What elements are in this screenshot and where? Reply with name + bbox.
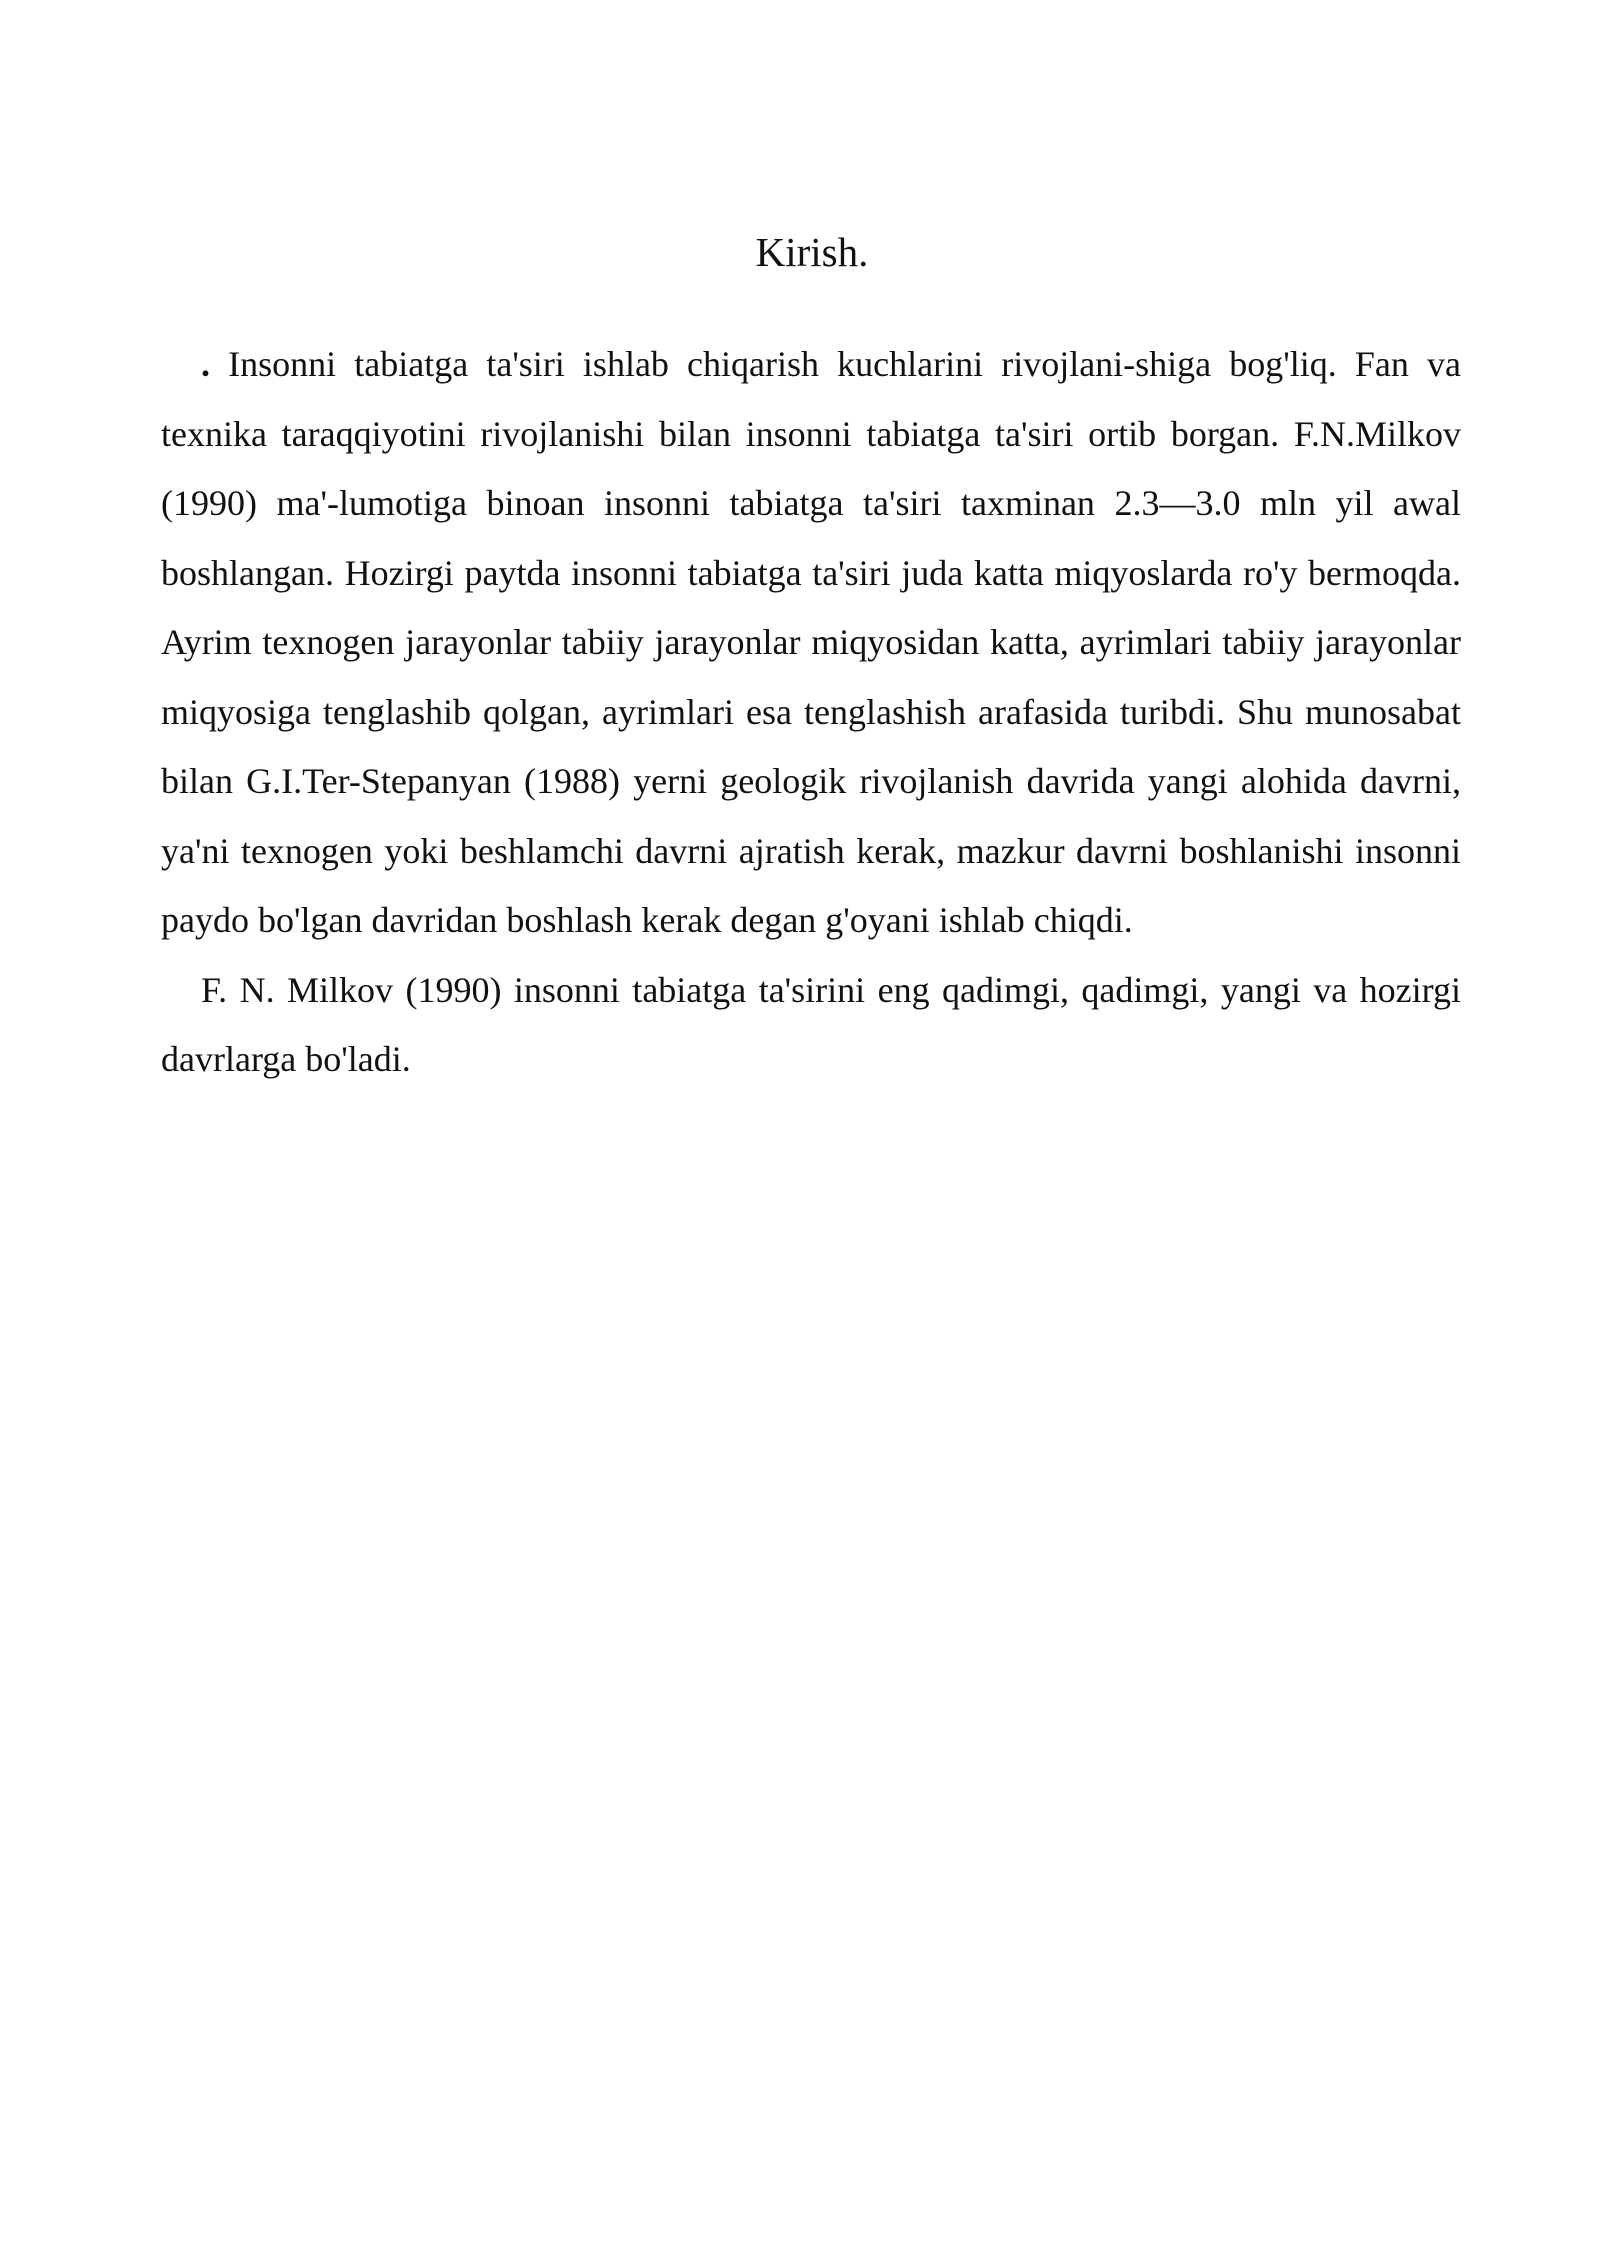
page-title: Kirish. [755, 229, 869, 275]
paragraph-1 [161, 330, 1461, 956]
paragraph-1-text: Insonni tabiatga ta'siri ishlab chiqarish kuchlarini rivojlani-shiga bog'liq. Fan va texnika taraqqiyotini rivojlanishi bilan insonni tabiatga ta'siri ortib borgan. F.N.Milkov (1990) ma'-lumotiga binoan insonni tabiatga ta'siri taxminan 2.3—3.0 mln yil awal boshlangan. Hozirgi paytda insonni tabiatga ta'siri juda katta miqyoslarda ro'y bermoqda. Ayrim texnogen jarayonlar tabiiy jarayonlar miqyosidan katta, ayrimlari tabiiy jarayonlar miqyosiga tenglashib qolgan, ayrimlari esa tenglashish arafasida turibdi. Shu munosabat bilan G.I.Ter-Stepanyan (1988) yerni geologik rivojlanish davrida yangi alohida davrni, ya'ni texnogen yoki beshlamchi davrni ajratish kerak, mazkur davrni boshlanishi insonni paydo bo'lgan davridan boshlash kerak degan g'oyani ishlab chiqdi. [161, 344, 1462, 940]
document-body [161, 330, 1461, 1095]
paragraph-2-text: F. N. Milkov (1990) insonni tabiatga ta'sirini eng qadimgi, qadimgi, yangi va hozirgi davrlarga bo'ladi. [161, 969, 1461, 1079]
paragraph-1-lead: . [201, 344, 210, 384]
paragraph-2 [161, 956, 1461, 1095]
